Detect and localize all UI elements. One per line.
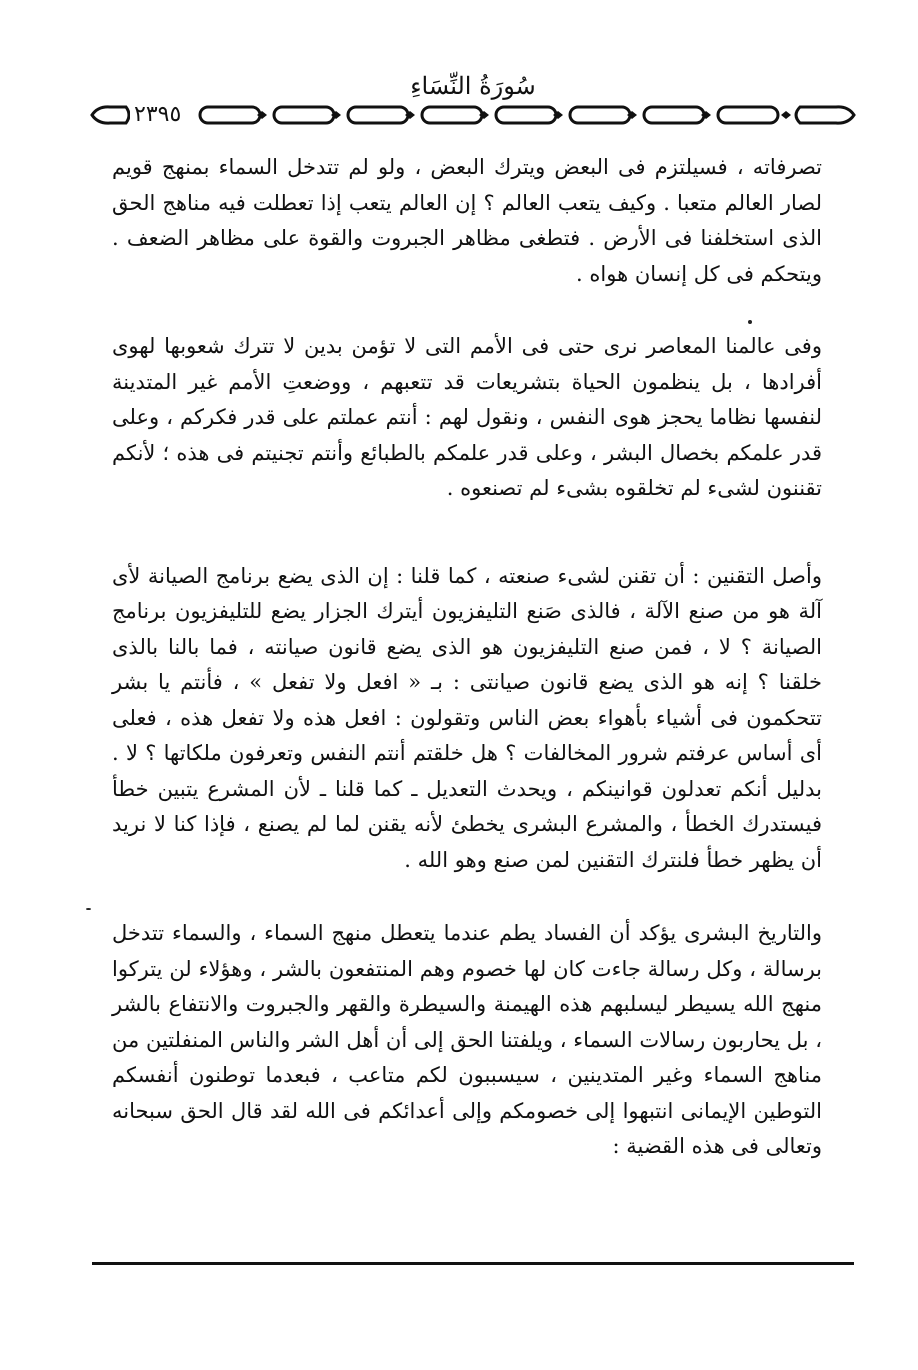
border-link: [200, 107, 260, 123]
ink-speck: [748, 320, 752, 324]
border-link: [644, 107, 704, 123]
decorative-border: [88, 102, 858, 128]
paragraph-2: وفى عالمنا المعاصر نرى حتى فى الأمم التى لا تؤمن بدين لا تترك شعوبها لهوى أفرادها ، بل ينظمون الحياة بتشريعات قد تتعبهم ، ووضعتِ الأمم غير المتدينة لنفسها نظاما يحجز هوى النفس ، ونقول لهم : أنتم عملتم على قدر فكركم ، وعلى قدر علمكم بخصال البشر ، وعلى قدر علمكم بالطبائع وأنتم تجنيتم فى هذه ؛ لأنكم تقننون لشىء لم تخلقوه بشىء لم تصنعوه .: [112, 334, 823, 500]
bottom-rule: [92, 1262, 854, 1265]
border-link: [348, 107, 408, 123]
border-end-cap: [796, 107, 854, 123]
ink-speck: [86, 908, 91, 910]
border-link: [718, 107, 778, 123]
border-end-cap: [92, 107, 129, 123]
paragraph-3: وأصل التقنين : أن تقنن لشىء صنعته ، كما قلنا : إن الذى يضع برنامج الصيانة لأى آلة هو من صنع الآلة ، فالذى صَنع التليفزيون أيترك الجزار يضع للتليفزيون برنامج الصيانة ؟ لا ، فمن صنع التليفزيون هو الذى يضع قانون صيانته ، فما بالنا بالذى خلقنا ؟ إنه هو الذى يضع قانون صيانتى : بـ « افعل ولا تفعل » ، فأنتم يا بشر تتحكمون فى أشياء بأهواء بعض الناس وتقولون : افعل هذه ولا تفعل هذه ، فعلى أى أساس عرفتم شرور المخالفات ؟ هل خلقتم أنتم النفس وتعرفون ملكاتها ؟ لا . بدليل أنكم تعدلون قوانينكم ، ويحدث التعديل ـ كما قلنا ـ لأن المشرع يتبين خطأ فيستدرك الخطأ ، والمشرع البشرى يخطئ لأنه يقنن لما لم يصنع ، فإذا كنا لا نريد أن يظهر خطأ فلنترك التقنين لمن صنع وهو الله .: [112, 563, 822, 872]
border-link: [570, 107, 630, 123]
border-link: [274, 107, 334, 123]
paragraph-1: تصرفاته ، فسيلتزم فى البعض ويترك البعض ، ولو لم تتدخل السماء بمنهج قويم لصار العالم متعبا . وكيف يتعب العالم ؟ إن العالم يتعب إذا تعطلت فيه مناهج الحق الذى استخلفنا فى الأرض . فتطغى مظاهر الجبروت والقوة على مظاهر الضعف . ويتحكم فى كل إنسان هواه .: [112, 155, 822, 286]
body-text: [112, 150, 822, 1165]
page-header: [88, 72, 858, 142]
paragraph-4: والتاريخ البشرى يؤكد أن الفساد يطم عندما يتعطل منهج السماء ، والسماء تتدخل برسالة ، وكل رسالة جاءت كان لها خصوم وهم المنتفعون بالشر ، وهؤلاء لن يتركوا منهج الله يسيطر ليسلبهم هذه الهيمنة والسيطرة والقهر والجبروت والانتفاع بالشر ، بل يحاربون رسالات السماء ، ويلفتنا الحق إلى أن أهل الشر والناس المنفلتين من مناهج السماء وغير المتدينين ، سيسببون لكم متاعب ، فبعدما توطنون أنفسكم التوطين الإيمانى انتبهوا إلى خصومكم وإلى أعدائكم فى الله لقد قال الحق سبحانه وتعالى فى هذه القضية :: [112, 921, 822, 1158]
border-link: [496, 107, 556, 123]
border-link: [422, 107, 482, 123]
surah-title: سُورَةُ النِّسَاءِ: [410, 72, 536, 100]
border-diamond: [781, 111, 791, 119]
page-number: ٢٣٩٥: [130, 102, 185, 128]
